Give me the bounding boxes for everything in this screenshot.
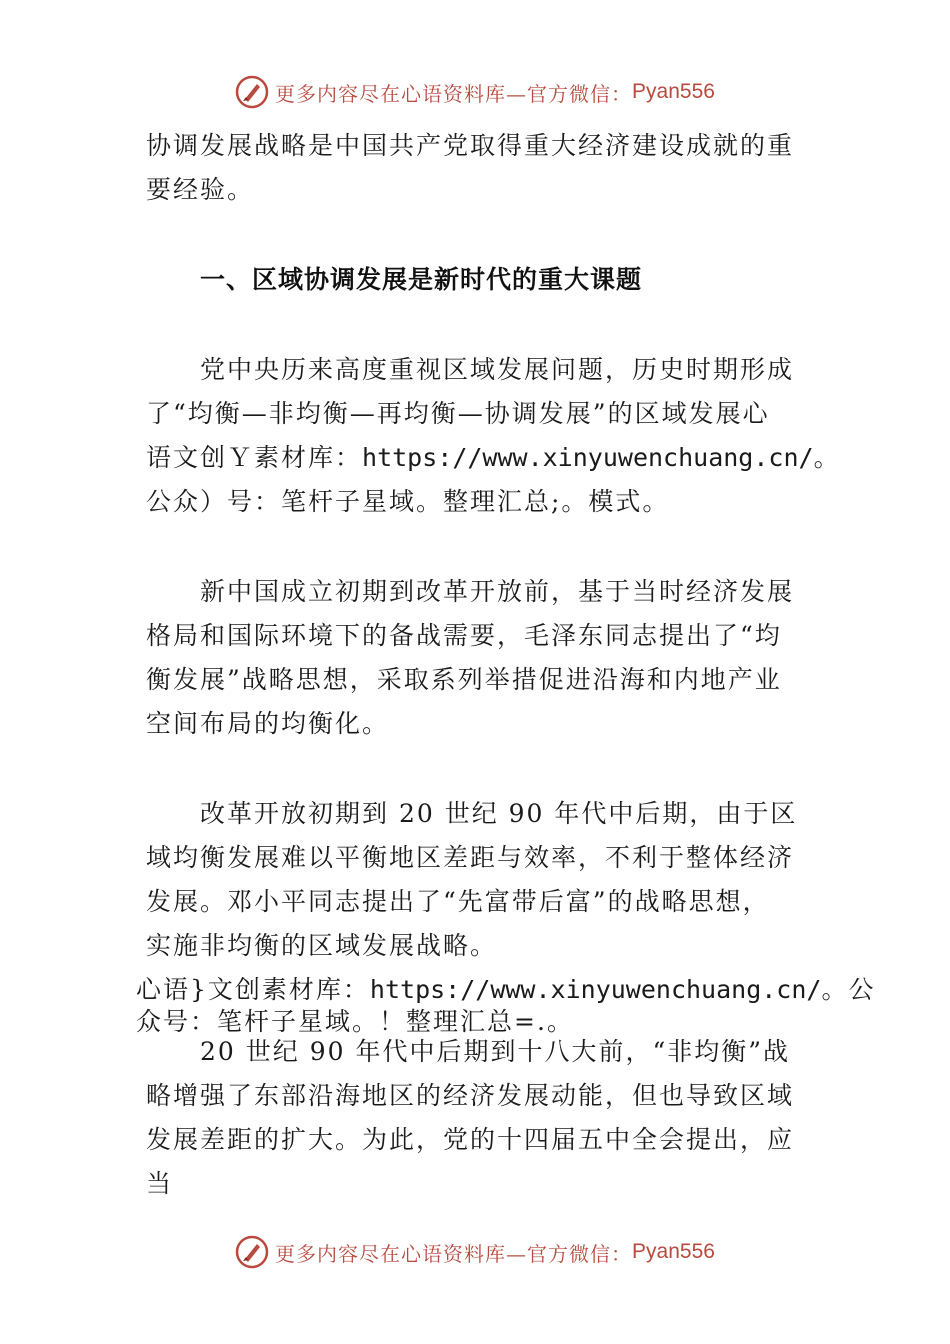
para1-line-1: 党中央历来高度重视区域发展问题，历史时期形成: [200, 355, 795, 384]
para2-line-3: 衡发展”战略思想，采取系列举措促进沿海和内地产业: [146, 665, 782, 694]
watermark-url: https://www.xinyuwenchuang.cn/: [369, 975, 822, 1004]
para3-line-3: 发展。邓小平同志提出了“先富带后富”的战略思想，: [146, 887, 770, 916]
banner-wechat-id: Pyan556: [632, 80, 715, 103]
para1-line-3: [146, 436, 841, 480]
watermark-line-2: 众号：笔杆子星域。！整理汇总=.。: [136, 1007, 574, 1036]
watermark-prefix: 心语}文创素材库：: [136, 975, 370, 1004]
banner-text: 更多内容尽在心语资料库—官方微信：: [275, 81, 633, 106]
pen-nib-logo-icon: [235, 75, 269, 109]
para3-line-1: 改革开放初期到 20 世纪 90 年代中后期，由于区: [200, 799, 798, 828]
para1-line-3-prefix: 语文创Ｙ素材库：: [146, 443, 363, 472]
intro-line-2: 要经验。: [146, 175, 255, 204]
para4-line-2: 略增强了东部沿海地区的经济发展动能，但也导致区域: [146, 1081, 795, 1110]
para1-line-2: 了“均衡—非均衡—再均衡—协调发展”的区域发展心: [146, 399, 770, 428]
para2-line-2: 格局和国际环境下的备战需要，毛泽东同志提出了“均: [146, 621, 782, 650]
para1-line-3-suffix: 。: [813, 443, 841, 472]
para4-line-4: 当: [146, 1169, 174, 1198]
para2-line-1: 新中国成立初期到改革开放前，基于当时经济发展: [200, 577, 795, 606]
para4-line-1: 20 世纪 90 年代中后期到十八大前，“非均衡”战: [200, 1037, 791, 1066]
pen-nib-logo-icon: [235, 1235, 269, 1269]
para1-url: https://www.xinyuwenchuang.cn/: [362, 443, 814, 472]
para4-line-3: 发展差距的扩大。为此，党的十四届五中全会提出，应: [146, 1125, 795, 1154]
footer-banner: [0, 1230, 950, 1274]
intro-line-1: 协调发展战略是中国共产党取得重大经济建设成就的重: [146, 131, 795, 160]
watermark-suffix: 。公: [821, 975, 876, 1004]
para1-line-4: 公众）号：笔杆子星域。整理汇总;。模式。: [146, 487, 670, 516]
header-banner: [0, 70, 950, 114]
para2-line-4: 空间布局的均衡化。: [146, 709, 390, 738]
para3-line-2: 域均衡发展难以平衡地区差距与效率，不利于整体经济: [146, 843, 795, 872]
section-heading: 一、区域协调发展是新时代的重大课题: [200, 265, 643, 294]
para3-line-4: 实施非均衡的区域发展战略。: [146, 931, 498, 960]
banner-wechat-id: Pyan556: [632, 1240, 715, 1263]
banner-text: 更多内容尽在心语资料库—官方微信：: [275, 1241, 633, 1266]
